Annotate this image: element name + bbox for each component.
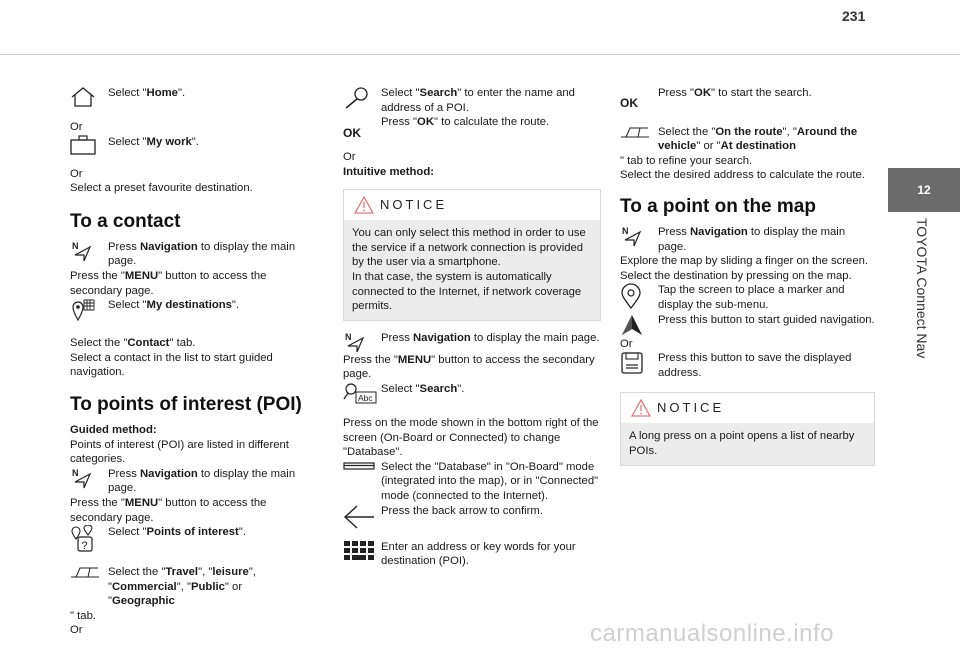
database-bar-icon (343, 460, 381, 472)
contact-list-text: Select a contact in the list to start guided navigation. (70, 351, 273, 379)
tab-icon (70, 565, 108, 579)
poi-select-text: Select "Points of interest". (108, 526, 246, 539)
nav-text: Press Navigation to display the main page. (108, 467, 296, 495)
poi-question-icon (70, 525, 108, 553)
contact-tab-text: Select the "Contact" tab. (70, 337, 196, 350)
navigation-icon (70, 467, 108, 489)
nav-text: Press Navigation to display the main page. (658, 225, 846, 253)
ok-label: OK (620, 96, 638, 110)
svg-text:N: N (72, 240, 79, 251)
ok-label: OK (343, 126, 361, 140)
mydest-row (70, 298, 302, 322)
route-tabs-text: Select the "On the route", "Around the vehicle" or "At destination (658, 125, 858, 153)
search2-text: Select "Search". (381, 382, 465, 395)
tap-text: Tap the screen to place a marker and display the sub-menu. (658, 284, 845, 311)
map-pin-icon (620, 283, 658, 309)
intuitive-label: Intuitive method: (343, 165, 434, 178)
navigation-icon (343, 331, 381, 353)
preset-text: Select a preset favourite destination. (70, 182, 253, 195)
search-icon (343, 86, 371, 110)
warning-icon (354, 196, 374, 214)
chapter-number-tab[interactable]: 12 (888, 168, 960, 212)
page-number: 231 (842, 8, 866, 24)
navigation-icon (70, 240, 108, 262)
mode-text: Press on the mode shown in the bottom right of the screen (On-Board or Connected) to change "Database". (343, 416, 599, 459)
notice-box (620, 392, 875, 465)
or-text: Or (343, 151, 356, 163)
or-text: Or (70, 167, 83, 180)
nav-row (70, 467, 302, 496)
notice-text: A long press on a point opens a list of nearby POIs. (621, 423, 874, 464)
or-text: Or (70, 121, 83, 133)
notice-title: NOTICE (380, 197, 448, 213)
notice-title: NOTICE (657, 400, 725, 416)
explore-text: Explore the map by sliding a finger on the screen. (620, 255, 869, 268)
start-row (620, 313, 875, 337)
enter-text: Enter an address or key words for your destination (POI). (381, 540, 576, 568)
save-text: Press this button to save the displayed address. (658, 352, 852, 379)
back-arrow-icon (343, 504, 381, 530)
ok-calc-text: Press "OK" to calculate the route. (381, 116, 550, 129)
svg-text:N: N (72, 467, 79, 478)
calc-text: Select the desired address to calculate the route. (620, 169, 865, 182)
chapter-title (910, 218, 934, 598)
tab-icon (620, 125, 658, 139)
home-row (70, 86, 302, 108)
search2-row (343, 382, 601, 404)
home-text: Select "Home". (108, 87, 186, 99)
column-3 (620, 86, 875, 466)
heading-poi: To points of interest (POI) (70, 393, 302, 415)
poi-row (70, 525, 302, 553)
heading-contact: To a contact (70, 210, 181, 232)
watermark: carmanualsonline.info (590, 620, 834, 647)
poi-listed-text: Points of interest (POI) are listed in different categories. (70, 438, 289, 466)
search-ok-icon-group (343, 86, 381, 144)
guidance-arrow-icon (620, 313, 658, 337)
svg-text:?: ? (81, 540, 88, 553)
heading-map: To a point on the map (620, 195, 816, 217)
search-row (343, 86, 601, 144)
search-text: Select "Search" to enter the name and address of a POI. (381, 87, 575, 114)
guided-label: Guided method: (70, 423, 157, 436)
chapter-title-text: TOYOTA Connect Nav (914, 218, 930, 359)
back-text: Press the back arrow to confirm. (381, 504, 543, 517)
notice-box (343, 189, 601, 321)
save-row (620, 351, 875, 380)
map-pin-grid-icon (70, 298, 108, 322)
tabs-text: Select the "Travel", "leisure", "Commercial", "Public" or "Geographic (108, 566, 256, 608)
work-text: Select "My work". (108, 135, 199, 148)
tab-suffix-text: " tab. (70, 609, 96, 622)
mydest-text: Select "My destinations". (108, 299, 240, 312)
enter-row (343, 540, 601, 569)
ok-start-row (620, 86, 875, 111)
briefcase-icon (70, 135, 108, 155)
menu-text: Press the "MENU" button to access the secondary page. (70, 496, 267, 524)
work-row (70, 135, 302, 155)
nav-row (70, 240, 302, 269)
abc-label: Abc (358, 392, 373, 403)
svg-text:N: N (622, 225, 629, 236)
route-tabs-row (620, 125, 875, 154)
column-2 (343, 86, 601, 569)
start-text: Press this button to start guided navigation. (658, 313, 875, 326)
header-rule (0, 54, 960, 55)
ok-icon (620, 86, 658, 111)
warning-icon (631, 399, 651, 417)
svg-text:N: N (345, 331, 352, 342)
navigation-icon (620, 225, 658, 247)
menu-text: Press the "MENU" button to access the secondary page. (70, 269, 267, 297)
ok-start-text: Press "OK" to start the search. (658, 87, 812, 99)
route-tabs-suffix: " tab to refine your search. (620, 154, 753, 167)
notice-text: You can only select this method in order to use the service if a network connection is provided by the user via a smartphone. In that case, the system is automatically connected to the Internet, if network coverage permits. (344, 220, 600, 320)
or-text: Or (70, 624, 83, 637)
select-dest-text: Select the destination by pressing on the map. (620, 269, 852, 282)
tap-row (620, 283, 875, 312)
db-text: Select the "Database" in "On-Board" mode (integrated into the map), or in "Connected" mode (connected to the Internet). (381, 460, 599, 502)
save-icon (620, 351, 658, 375)
nav-text: Press Navigation to display the main page. (108, 240, 296, 268)
nav-row (620, 225, 875, 254)
keyboard-icon (343, 540, 381, 562)
nav-row (343, 331, 601, 353)
nav-text: Press Navigation to display the main page. (381, 331, 600, 344)
db-row (343, 460, 601, 504)
or-text: Or (620, 337, 633, 350)
menu-text: Press the "MENU" button to access the secondary page. (343, 353, 595, 381)
back-row (343, 504, 601, 530)
search-abc-icon (343, 382, 381, 404)
home-icon (70, 86, 108, 108)
tabs-row (70, 565, 302, 609)
column-1 (70, 86, 302, 638)
